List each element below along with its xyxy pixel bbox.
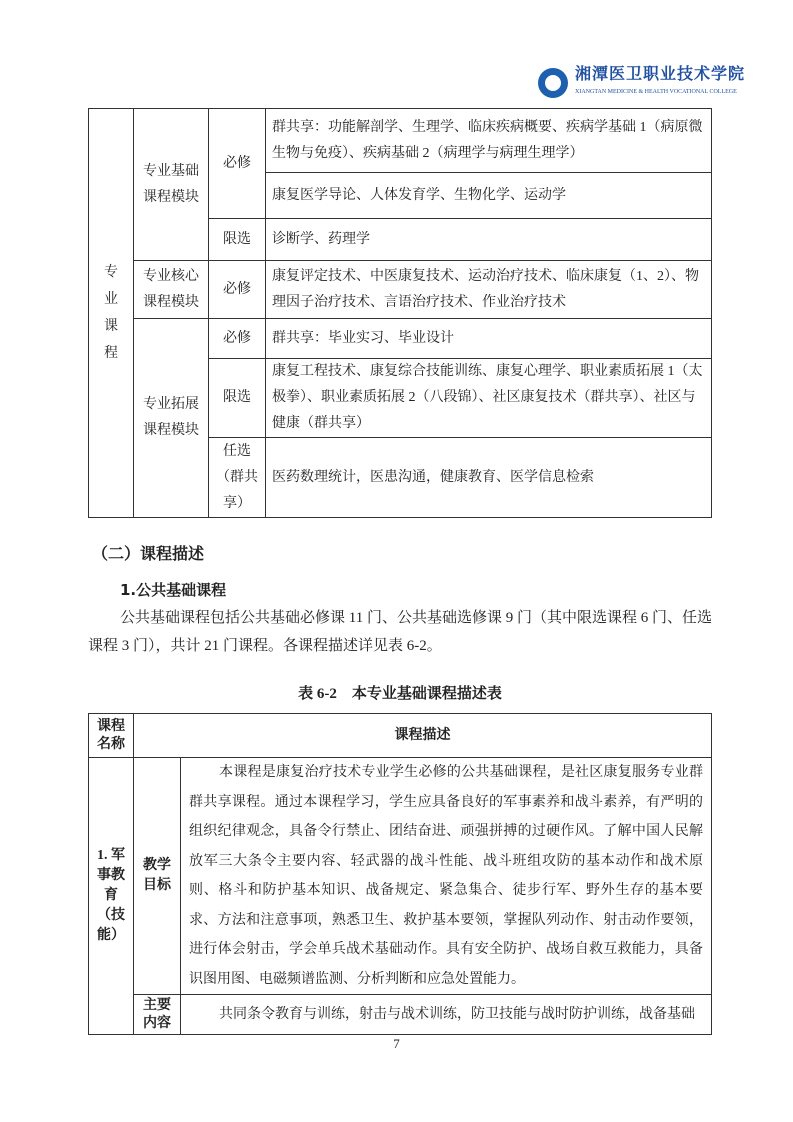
content-text: 共同条令教育与训练，射击与战术训练，防卫技能与战时防护训练，战备基础 bbox=[181, 995, 712, 1035]
section-heading: （二）课程描述 bbox=[92, 544, 205, 563]
course-name: 1. 军事教育（技能） bbox=[89, 758, 134, 1035]
type-required: 必修 bbox=[209, 319, 266, 359]
header-course-name: 课程名称 bbox=[89, 714, 134, 758]
curriculum-table bbox=[88, 108, 712, 518]
type-limited: 限选 bbox=[209, 359, 266, 438]
subsection-heading: 1.公共基础课程 bbox=[120, 581, 227, 599]
course-list: 康复工程技术、康复综合技能训练、康复心理学、职业素质拓展 1（太极拳）、职业素质拓展 2（八段锦）、社区康复技术（群共享）、社区与健康（群共享） bbox=[266, 359, 712, 438]
type-required: 必修 bbox=[209, 261, 266, 319]
type-optional: 任选（群共享） bbox=[209, 438, 266, 518]
course-list: 医药数理统计，医患沟通，健康教育、医学信息检索 bbox=[266, 438, 712, 518]
module-basic: 专业基础课程模块 bbox=[134, 109, 209, 261]
module-ext: 专业拓展课程模块 bbox=[134, 319, 209, 518]
course-list: 康复评定技术、中医康复技术、运动治疗技术、临床康复（1、2）、物理因子治疗技术、言语治疗技术、作业治疗技术 bbox=[266, 261, 712, 319]
goal-label: 教学目标 bbox=[134, 758, 181, 995]
page-number: 7 bbox=[393, 1036, 400, 1051]
content-label: 主要内容 bbox=[134, 995, 181, 1035]
college-name: 湘潭医卫职业技术学院 bbox=[575, 66, 746, 83]
course-list: 群共享：功能解剖学、生理学、临床疾病概要、疾病学基础 1（病原微生物与免疫）、疾病基础 2（病理学与病理生理学） bbox=[266, 109, 712, 173]
course-list: 群共享：毕业实习、毕业设计 bbox=[266, 319, 712, 359]
course-list: 诊断学、药理学 bbox=[266, 219, 712, 261]
type-limited: 限选 bbox=[209, 219, 266, 261]
module-core: 专业核心课程模块 bbox=[134, 261, 209, 319]
goal-text: 本课程是康复治疗技术专业学生必修的公共基础课程，是社区康复服务专业群群共享课程。通过本课程学习，学生应具备良好的军事素养和战斗素养，有严明的组织纪律观念，具备令行禁止、团结奋进、顽强拼搏的过硬作风。了解中国人民解放军三大条令主要内容、轻武器的战斗性能、战斗班组攻防的基本动作和战术原则、格斗和防护基本知识、战备规定、紧急集合、徒步行军、野外生存的基本要求、方法和注意事项，熟悉卫生、救护基本要领，掌握队列动作、射击动作要领，进行体会射击，学会单兵战术基础动作。具有安全防护、战场自救互救能力，具备识图用图、电磁频谱监测、分析判断和应急处置能力。 bbox=[181, 758, 712, 995]
course-description-table bbox=[88, 713, 712, 1035]
college-logo-icon bbox=[538, 68, 568, 98]
college-name-en: XIANGTAN MEDICINE & HEALTH VOCATIONAL COLLEGE bbox=[575, 89, 737, 95]
section-paragraph: 公共基础课程包括公共基础必修课 11 门、公共基础选修课 9 门（其中限选课程 6 门、任选课程 3 门），共计 21 门课程。各课程描述详见表 6-2。 bbox=[88, 610, 712, 654]
table-caption: 表 6-2 本专业基础课程描述表 bbox=[298, 686, 502, 702]
header-description: 课程描述 bbox=[134, 714, 712, 758]
course-list: 康复医学导论、人体发育学、生物化学、运动学 bbox=[266, 173, 712, 219]
category-cell: 专业课程 bbox=[89, 109, 134, 518]
type-required: 必修 bbox=[209, 109, 266, 219]
